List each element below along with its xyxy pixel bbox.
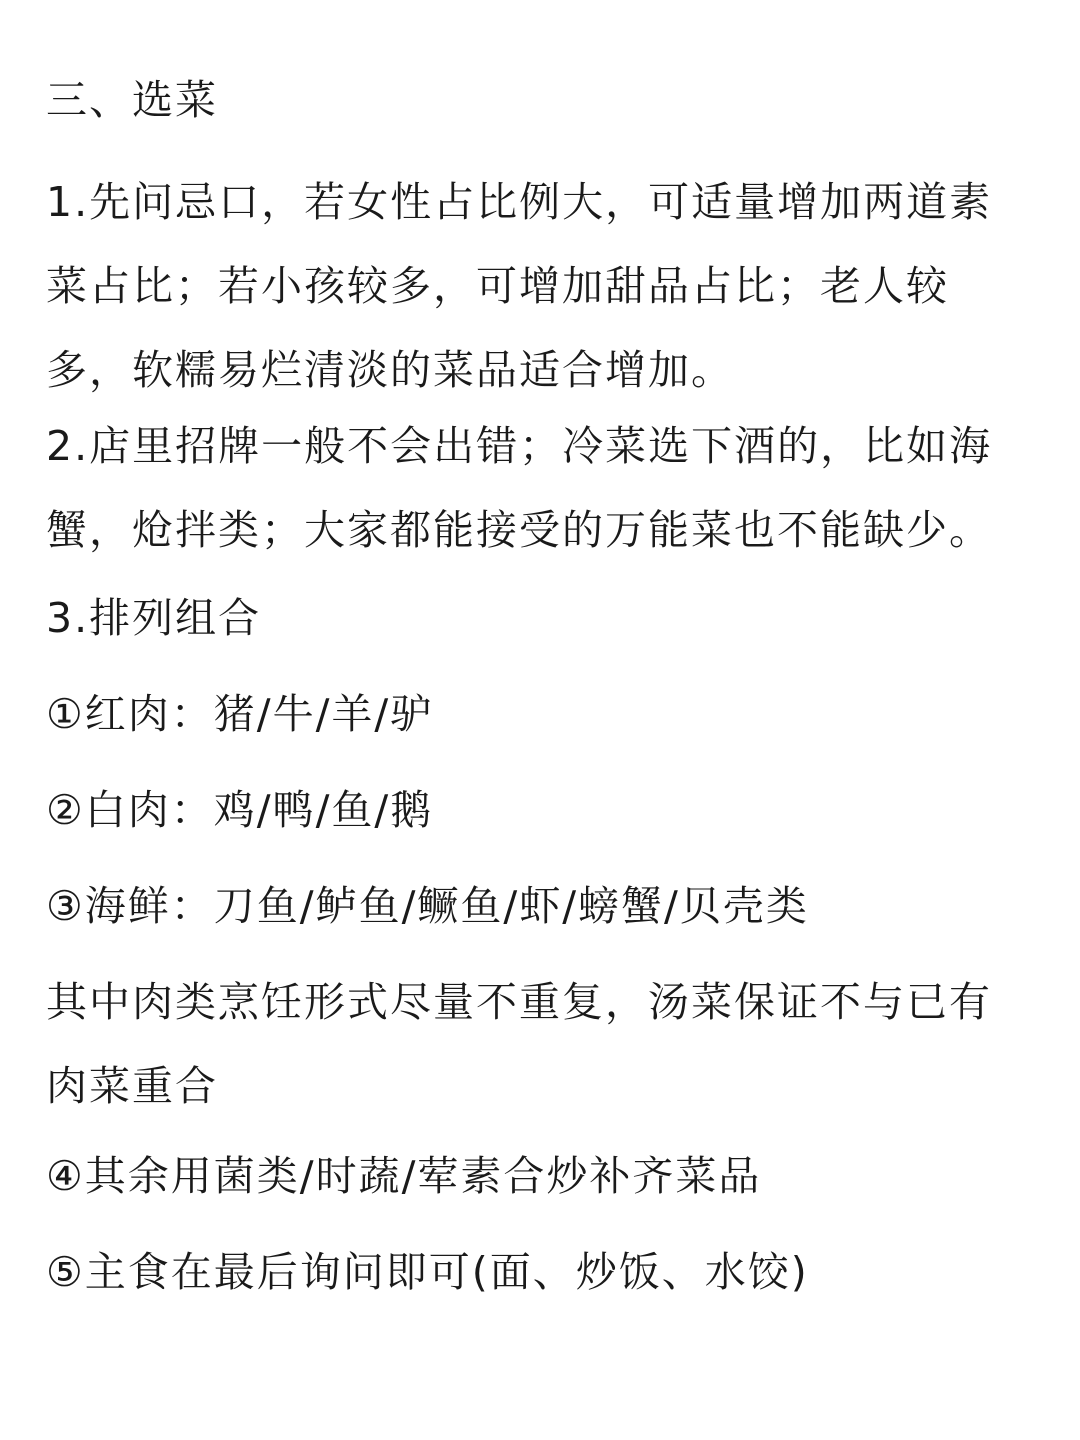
item-1-paragraph (46, 160, 1036, 412)
note-paragraph (46, 960, 1036, 1128)
sub-item-red-meat: ①红肉：猪/牛/羊/驴 (46, 690, 434, 738)
item-2-paragraph (46, 404, 1036, 572)
item-3-heading: 3.排列组合 (46, 594, 262, 642)
section-heading: 三、选菜 (46, 76, 218, 124)
note-line-2: 肉菜重合 (46, 1062, 218, 1110)
item-1-line-2: 菜占比；若小孩较多，可增加甜品占比；老人较 (46, 262, 949, 310)
item-2-line-1: 2.店里招牌一般不会出错；冷菜选下酒的，比如海 (46, 422, 993, 470)
item-2-line-2: 蟹，炝拌类；大家都能接受的万能菜也不能缺少。 (46, 506, 992, 554)
note-line-1: 其中肉类烹饪形式尽量不重复，汤菜保证不与已有 (46, 978, 992, 1026)
sub-item-white-meat: ②白肉：鸡/鸭/鱼/鹅 (46, 786, 434, 834)
sub-item-others: ④其余用菌类/时蔬/荤素合炒补齐菜品 (46, 1152, 762, 1200)
sub-item-seafood: ③海鲜：刀鱼/鲈鱼/鳜鱼/虾/螃蟹/贝壳类 (46, 882, 809, 930)
item-1-line-3: 多，软糯易烂清淡的菜品适合增加。 (46, 346, 734, 394)
sub-item-staple-food: ⑤主食在最后询问即可(面、炒饭、水饺) (46, 1248, 809, 1296)
item-1-line-1: 1.先问忌口，若女性占比例大，可适量增加两道素 (46, 178, 993, 226)
